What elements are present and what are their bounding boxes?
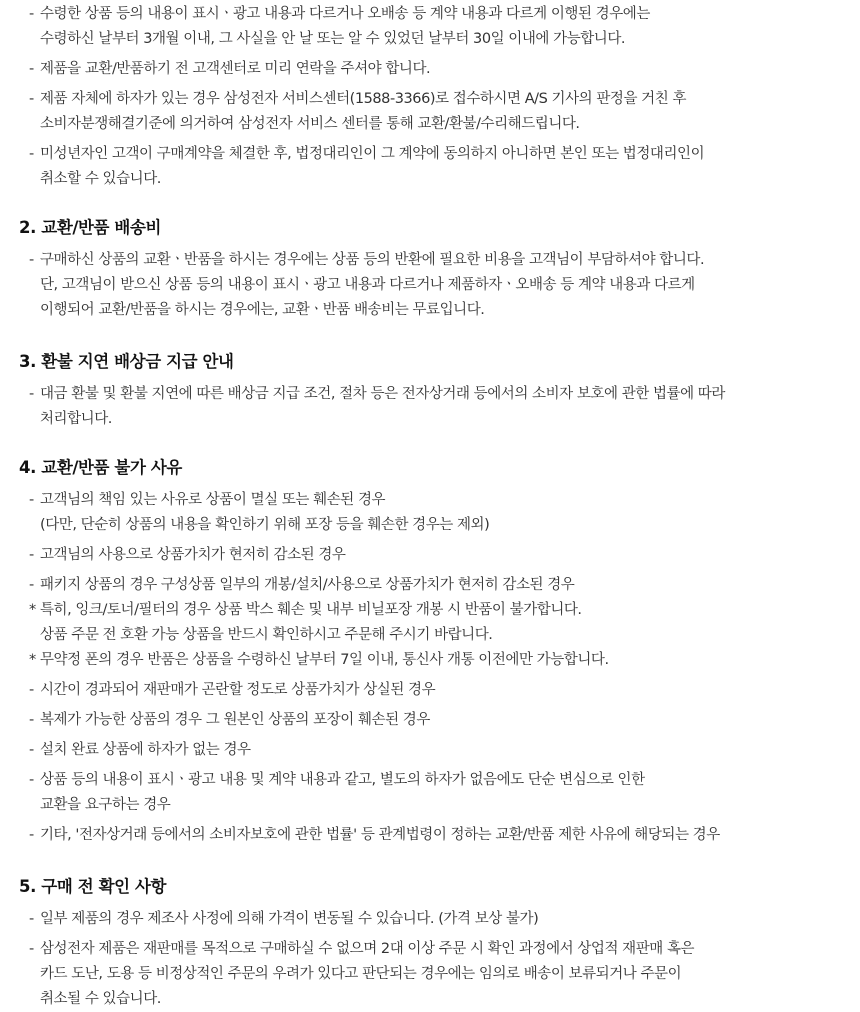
note-item — [0, 598, 860, 648]
list-item — [0, 937, 860, 1012]
item-line: 카드 도난, 도용 등 비정상적인 주문의 우려가 있다고 판단되는 경우에는 임의로 배송이 보류되거나 주문이 — [40, 966, 682, 982]
item-marker: - — [29, 827, 34, 843]
item-marker: - — [29, 712, 34, 728]
item-marker: - — [29, 547, 34, 563]
item-line: 취소할 수 있습니다. — [40, 171, 161, 187]
list-item — [0, 488, 860, 538]
section-pre-purchase-notes — [0, 875, 860, 1012]
list-item — [0, 2, 860, 52]
list-item — [0, 87, 860, 137]
item-line: 복제가 가능한 상품의 경우 그 원본인 상품의 포장이 훼손된 경우 — [40, 712, 430, 728]
item-marker: - — [29, 772, 34, 788]
list-item — [0, 543, 860, 568]
item-line: 기타, '전자상거래 등에서의 소비자보호에 관한 법률' 등 관계법령이 정하는 교환/반품 제한 사유에 해당되는 경우 — [40, 827, 720, 843]
return-policy-document — [0, 2, 860, 1012]
item-line: 구매하신 상품의 교환ㆍ반품을 하시는 경우에는 상품 등의 반환에 필요한 비용을 고객님이 부담하셔야 합니다. — [40, 252, 705, 268]
item-marker: - — [29, 577, 34, 593]
item-line: 취소될 수 있습니다. — [40, 991, 161, 1007]
section-items — [0, 2, 860, 192]
section-title: 5. 구매 전 확인 사항 — [19, 877, 167, 896]
item-line: 이행되어 교환/반품을 하시는 경우에는, 교환ㆍ반품 배송비는 무료입니다. — [40, 302, 485, 318]
item-marker: * — [29, 602, 36, 618]
item-line: 삼성전자 제품은 재판매를 목적으로 구매하실 수 없으며 2대 이상 주문 시 확인 과정에서 상업적 재판매 혹은 — [40, 941, 695, 957]
item-marker: - — [29, 6, 34, 22]
item-line: 제품 자체에 하자가 있는 경우 삼성전자 서비스센터(1588-3366)로 접수하시면 A/S 기사의 판정을 거친 후 — [40, 91, 687, 107]
section-title: 4. 교환/반품 불가 사유 — [19, 458, 182, 477]
item-line: 제품을 교환/반품하기 전 고객센터로 미리 연락을 주셔야 합니다. — [40, 61, 431, 77]
section-items — [0, 488, 860, 848]
item-marker: - — [29, 252, 34, 268]
item-line: 고객님의 책임 있는 사유로 상품이 멸실 또는 훼손된 경우 — [40, 492, 386, 508]
item-line: 교환을 요구하는 경우 — [40, 797, 171, 813]
item-marker: * — [29, 652, 36, 668]
section-title: 3. 환불 지연 배상금 지급 안내 — [19, 352, 234, 371]
section-return-conditions — [0, 2, 860, 192]
section-non-returnable-reasons — [0, 456, 860, 848]
item-line: 상품 등의 내용이 표시ㆍ광고 내용 및 계약 내용과 같고, 별도의 하자가 없음에도 단순 변심으로 인한 — [40, 772, 645, 788]
item-line: 미성년자인 고객이 구매계약을 체결한 후, 법정대리인이 그 계약에 동의하지 아니하면 본인 또는 법정대리인이 — [40, 146, 705, 162]
section-title: 2. 교환/반품 배송비 — [19, 218, 162, 237]
section-items — [0, 907, 860, 1012]
list-item — [0, 678, 860, 703]
item-line: 고객님의 사용으로 상품가치가 현저히 감소된 경우 — [40, 547, 346, 563]
section-return-shipping-fee — [0, 216, 860, 323]
item-line: 일부 제품의 경우 제조사 사정에 의해 가격이 변동될 수 있습니다. (가격 보상 불가) — [40, 911, 539, 927]
item-line: 특히, 잉크/토너/필터의 경우 상품 박스 훼손 및 내부 비닐포장 개봉 시 반품이 불가합니다. — [40, 602, 582, 618]
list-item — [0, 768, 860, 818]
list-item — [0, 823, 860, 848]
item-marker: - — [29, 682, 34, 698]
list-item — [0, 708, 860, 733]
note-item — [0, 648, 860, 673]
list-item — [0, 57, 860, 82]
item-line: 시간이 경과되어 재판매가 곤란할 정도로 상품가치가 상실된 경우 — [40, 682, 436, 698]
list-item — [0, 248, 860, 323]
section-items — [0, 248, 860, 323]
item-line: 수령하신 날부터 3개월 이내, 그 사실을 안 날 또는 알 수 있었던 날부터 30일 이내에 가능합니다. — [40, 31, 626, 47]
item-line: 설치 완료 상품에 하자가 없는 경우 — [40, 742, 251, 758]
item-marker: - — [29, 386, 34, 402]
list-item — [0, 142, 860, 192]
item-line: 대금 환불 및 환불 지연에 따른 배상금 지급 조건, 절차 등은 전자상거래 등에서의 소비자 보호에 관한 법률에 따라 — [40, 386, 725, 402]
section-refund-delay-compensation — [0, 350, 860, 432]
item-line: 처리합니다. — [40, 411, 112, 427]
list-item — [0, 738, 860, 763]
item-line: 무약정 폰의 경우 반품은 상품을 수령하신 날부터 7일 이내, 통신사 개통 이전에만 가능합니다. — [40, 652, 609, 668]
section-items — [0, 382, 860, 432]
item-line: 상품 주문 전 호환 가능 상품을 반드시 확인하시고 주문해 주시기 바랍니다. — [40, 627, 493, 643]
item-marker: - — [29, 742, 34, 758]
item-line: 수령한 상품 등의 내용이 표시ㆍ광고 내용과 다르거나 오배송 등 계약 내용과 다르게 이행된 경우에는 — [40, 6, 650, 22]
item-marker: - — [29, 911, 34, 927]
item-line: 소비자분쟁해결기준에 의거하여 삼성전자 서비스 센터를 통해 교환/환불/수리해드립니다. — [40, 116, 580, 132]
item-marker: - — [29, 146, 34, 162]
item-marker: - — [29, 941, 34, 957]
list-item — [0, 573, 860, 598]
item-marker: - — [29, 61, 34, 77]
item-marker: - — [29, 91, 34, 107]
item-marker: - — [29, 492, 34, 508]
item-line: 패키지 상품의 경우 구성상품 일부의 개봉/설치/사용으로 상품가치가 현저히 감소된 경우 — [40, 577, 575, 593]
item-line: (다만, 단순히 상품의 내용을 확인하기 위해 포장 등을 훼손한 경우는 제외) — [40, 517, 490, 533]
item-line: 단, 고객님이 받으신 상품 등의 내용이 표시ㆍ광고 내용과 다르거나 제품하자ㆍ오배송 등 계약 내용과 다르게 — [40, 277, 695, 293]
list-item — [0, 907, 860, 932]
list-item — [0, 382, 860, 432]
